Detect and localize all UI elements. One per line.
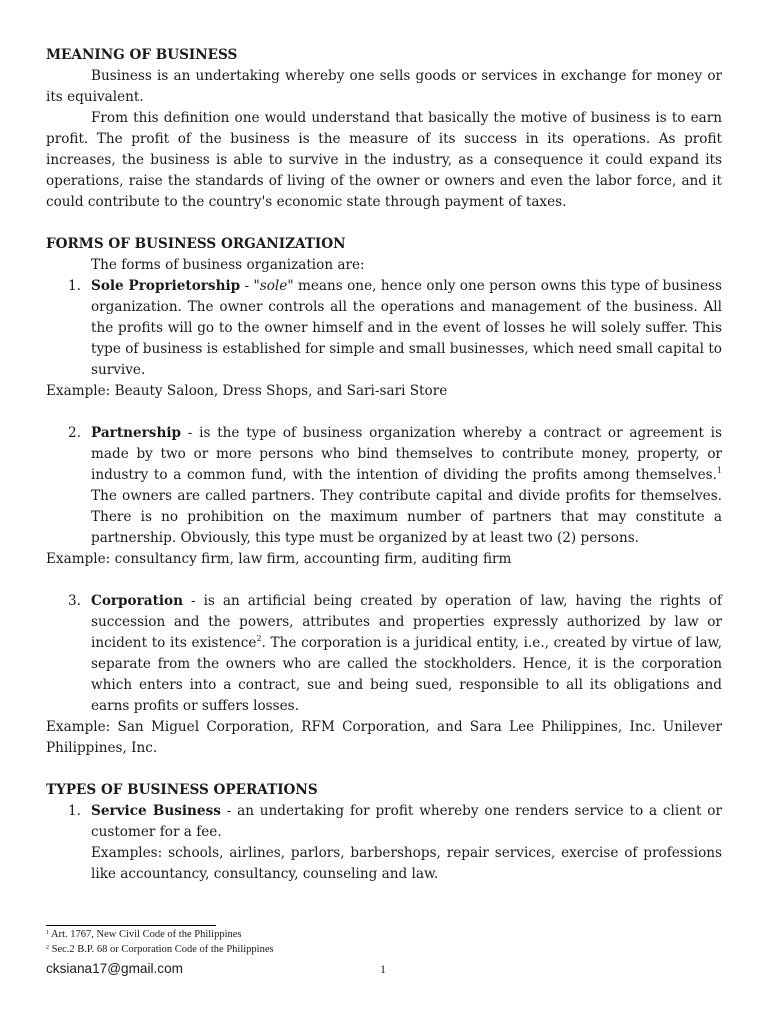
list-number: 1.: [68, 278, 81, 294]
list-item-sole-proprietorship: [46, 276, 722, 381]
list-number: 2.: [68, 425, 81, 441]
footnote-ref-1[interactable]: 1: [716, 466, 722, 475]
list-item-service-business: [46, 801, 722, 843]
footnote-mark: 1: [46, 930, 49, 936]
heading-forms-of-business: FORMS OF BUSINESS ORGANIZATION: [46, 236, 346, 252]
partnership-text-b: The owners are called partners. They contribute capital and divide profits for themselves. There is no prohibition on the maximum number of partners that may constitute a partnership. Obviously, this type must be organized by at least two (2) persons.: [91, 488, 722, 546]
term-service-business: Service Business: [91, 803, 221, 819]
quote-sole: "sole": [253, 278, 294, 294]
footnote-ref-2[interactable]: 2: [256, 634, 262, 643]
heading-types-of-business-operations: TYPES OF BUSINESS OPERATIONS: [46, 782, 318, 798]
corporation-text-a: - is an artificial being created by operation of law, having the rights of succession and the powers, attributes and properties expressly authorized by law or incident to its existence: [91, 593, 722, 651]
page-number: 1: [380, 962, 386, 976]
forms-intro: The forms of business organization are:: [91, 257, 365, 273]
example-partnership: Example: consultancy firm, law firm, accounting firm, auditing firm: [46, 551, 512, 567]
list-number: 1.: [68, 803, 81, 819]
footnote-text: Sec.2 B.P. 68 or Corporation Code of the Philippines: [49, 944, 274, 955]
partnership-text-a: - is the type of business organization whereby a contract or agreement is made by two or more persons who bind themselves to contribute money, property, or industry to a common fund, with the intention of dividing the profits among themselves.: [91, 425, 722, 483]
list-number: 3.: [68, 593, 81, 609]
heading-meaning-of-business: MEANING OF BUSINESS: [46, 47, 238, 63]
footnote-2: [46, 944, 274, 956]
list-item-corporation: [46, 591, 722, 717]
paragraph-profit-motive: From this definition one would understand that basically the motive of business is to earn profit. The profit of the business is the measure of its success in its operations. As profit increases, the business is able to survive in the industry, as a consequence it could expand its operations, raise the standards of living of the owner or owners and even the labor force, and it could contribute to the country's economic state through payment of taxes.: [46, 110, 722, 210]
service-business-text: - an undertaking for profit whereby one renders service to a client or customer for a fee.: [91, 803, 722, 840]
corporation-text-b: . The corporation is a juridical entity, i.e., created by virtue of law, separate from the owners who are called the stockholders. Hence, it is the corporation which enters into a contract, sue and being sued, responsible to all its obligations and earns profits or suffers losses.: [91, 635, 722, 714]
example-corporation: Example: San Miguel Corporation, RFM Corporation, and Sara Lee Philippines, Inc. Unilever Philippines, Inc.: [46, 719, 722, 756]
footnote-text: Art. 1767, New Civil Code of the Philippines: [49, 929, 242, 940]
footnote-divider: [46, 925, 216, 926]
examples-text: Examples: schools, airlines, parlors, barbershops, repair services, exercise of professions like accountancy, consultancy, counseling and law.: [91, 845, 722, 882]
list-item-partnership: [46, 423, 722, 549]
example-sole-proprietorship: Example: Beauty Saloon, Dress Shops, and Sari-sari Store: [46, 383, 448, 399]
footer-email: cksiana17@gmail.com: [46, 961, 183, 976]
term-sole-proprietorship: Sole Proprietorship: [91, 278, 241, 294]
separator: -: [240, 278, 254, 294]
term-partnership: Partnership: [91, 425, 182, 441]
document-body: [46, 45, 722, 885]
sole-proprietorship-text: means one, hence only one person owns this type of business organization. The owner controls all the operations and management of the business. All the profits will go to the owner himself and in the event of losses he will solely suffer. This type of business is established for simple and small businesses, which need small capital to survive.: [91, 278, 722, 378]
footnote-1: [46, 929, 242, 941]
service-business-examples: [46, 843, 722, 885]
footnote-mark: 2: [46, 945, 49, 951]
term-corporation: Corporation: [91, 593, 183, 609]
paragraph-definition: Business is an undertaking whereby one sells goods or services in exchange for money or its equivalent.: [46, 68, 722, 105]
